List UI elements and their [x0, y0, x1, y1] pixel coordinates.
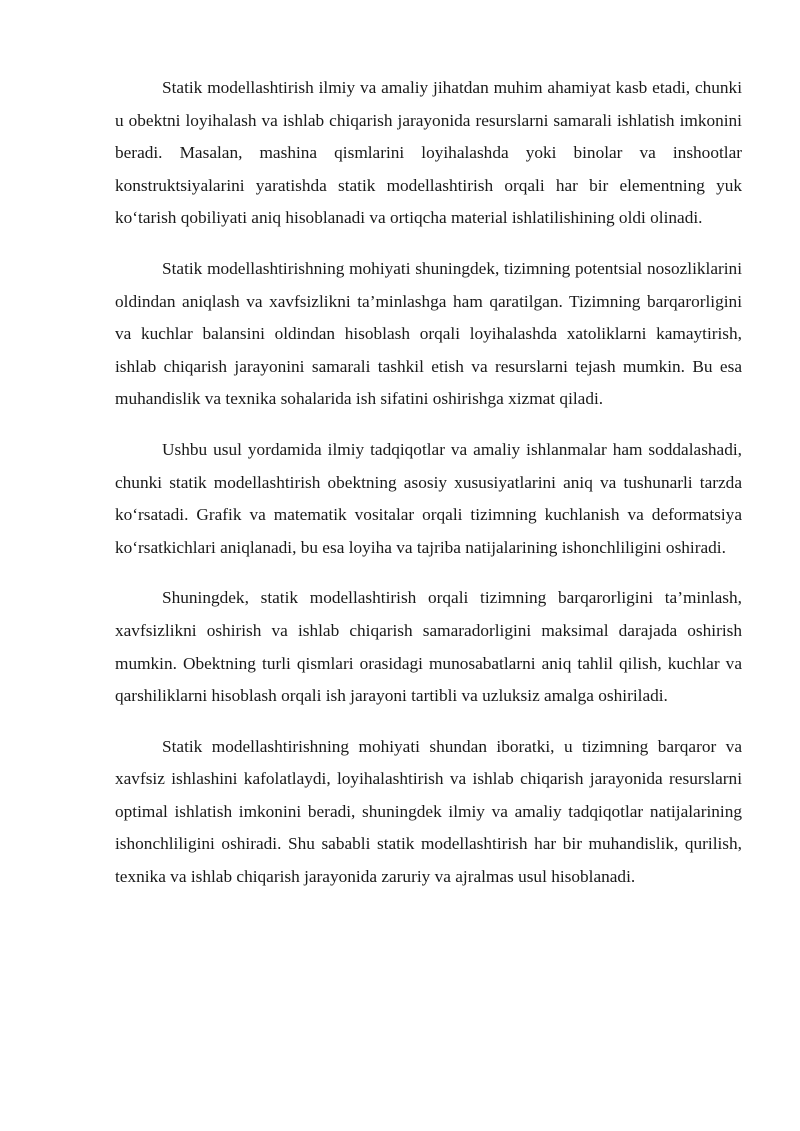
document-body	[115, 72, 742, 912]
paragraph-3: Ushbu usul yordamida ilmiy tadqiqotlar va amaliy ishlanmalar ham soddalashadi, chunki statik modellashtirish obektning asosiy xususiyatlarini aniq va tushunarli tarzda ko‘rsatadi. Grafik va matematik vositalar orqali tizimning kuchlanish va deformatsiya ko‘rsatkichlari aniqlanadi, bu esa loyiha va tajriba natijalarining ishonchliligini oshiradi.	[115, 439, 742, 557]
paragraph-5: Statik modellashtirishning mohiyati shundan iboratki, u tizimning barqaror va xavfsiz ishlashini kafolatlaydi, loyihalashtirish va ishlab chiqarish jarayonida resurslarni optimal ishlatish imkonini beradi, shuningdek ilmiy va amaliy tadqiqotlar natijalarining ishonchliligini oshiradi. Shu sababli statik modellashtirish har bir muhandislik, qurilish, texnika va ishlab chiqarish jarayonida zaruriy va ajralmas usul hisoblanadi.	[115, 736, 742, 887]
paragraph-4: Shuningdek, statik modellashtirish orqali tizimning barqarorligini ta’minlash, xavfsizlikni oshirish va ishlab chiqarish samaradorligini maksimal darajada oshirish mumkin. Obektning turli qismlari orasidagi munosabatlarni aniq tahlil qilish, kuchlar va qarshiliklarni hisoblash orqali ish jarayoni tartibli va uzluksiz amalga oshiriladi.	[115, 588, 742, 706]
paragraph-2: Statik modellashtirishning mohiyati shuningdek, tizimning potentsial nosozliklarini oldindan aniqlash va xavfsizlikni ta’minlashga ham qaratilgan. Tizimning barqarorligini va kuchlar balansini oldindan hisoblash orqali loyihalashda xatoliklarni kamaytirish, ishlab chiqarish jarayonini samarali tashkil etish va resurslarni tejash mumkin. Bu esa muhandislik va texnika sohalarida ish sifatini oshirishga xizmat qiladi.	[115, 258, 742, 409]
paragraph-1: Statik modellashtirish ilmiy va amaliy jihatdan muhim ahamiyat kasb etadi, chunki u obektni loyihalash va ishlab chiqarish jarayonida resurslarni samarali ishlatish imkonini beradi. Masalan, mashina qismlarini loyihalashda yoki binolar va inshootlar konstruktsiyalarini yaratishda statik modellashtirish orqali har bir elementning yuk ko‘tarish qobiliyati aniq hisoblanadi va ortiqcha material ishlatilishining oldi olinadi.	[115, 78, 742, 228]
